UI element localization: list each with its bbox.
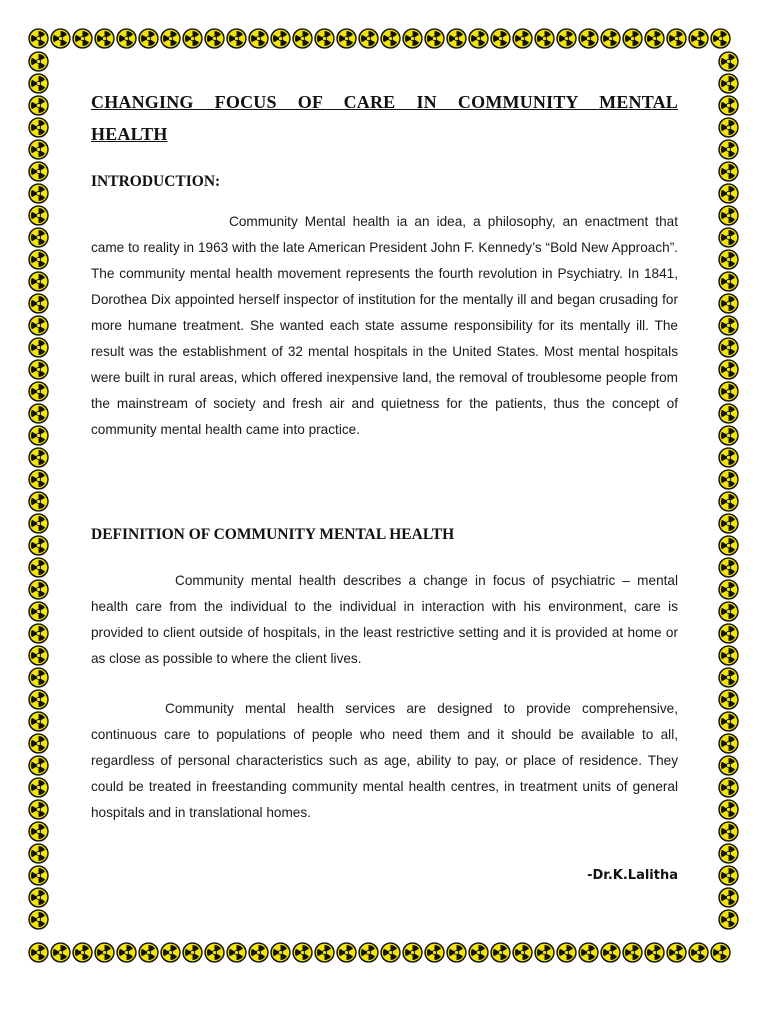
hazard-circle-icon	[94, 28, 115, 49]
hazard-circle-icon	[138, 942, 159, 963]
hazard-circle-icon	[402, 942, 423, 963]
hazard-circle-icon	[182, 942, 203, 963]
hazard-circle-icon	[28, 469, 49, 490]
hazard-circle-icon	[718, 51, 739, 72]
hazard-circle-icon	[28, 51, 49, 72]
hazard-circle-icon	[718, 315, 739, 336]
hazard-circle-icon	[28, 579, 49, 600]
hazard-circle-icon	[710, 28, 731, 49]
hazard-circle-icon	[424, 942, 445, 963]
hazard-circle-icon	[28, 161, 49, 182]
author-signature: -Dr.K.Lalitha	[587, 868, 678, 883]
hazard-circle-icon	[28, 733, 49, 754]
hazard-circle-icon	[718, 227, 739, 248]
hazard-circle-icon	[468, 942, 489, 963]
hazard-circle-icon	[248, 28, 269, 49]
hazard-circle-icon	[718, 381, 739, 402]
hazard-circle-icon	[160, 942, 181, 963]
hazard-circle-icon	[336, 942, 357, 963]
hazard-circle-icon	[94, 942, 115, 963]
hazard-circle-icon	[28, 315, 49, 336]
hazard-circle-icon	[512, 942, 533, 963]
hazard-circle-icon	[490, 28, 511, 49]
hazard-circle-icon	[718, 843, 739, 864]
hazard-circle-icon	[718, 161, 739, 182]
border-bottom	[28, 942, 740, 964]
definition-heading: DEFINITION OF COMMUNITY MENTAL HEALTH	[91, 526, 455, 543]
hazard-circle-icon	[358, 28, 379, 49]
hazard-circle-icon	[600, 942, 621, 963]
hazard-circle-icon	[28, 777, 49, 798]
introduction-paragraph: Community Mental health ia an idea, a philosophy, an enactment that came to reality in 1963 with the late American President John F. Kennedy’s “Bold New Approach”. The community mental health movement represents the fourth revolution in Psychiatry. In 1841, Dorothea Dix appointed herself inspector of institution for the mentally ill and began crusading for more humane treatment. She wanted each state assume responsibility for its mentally ill. The result was the establishment of 32 mental hospitals in the United States. Most mental hospitals were built in rural areas, which offered inexpensive land, the removal of troublesome people from the mainstream of society and fresh air and quietness for the patients, thus the concept of community mental health came into practice.	[91, 214, 678, 437]
hazard-circle-icon	[666, 28, 687, 49]
hazard-circle-icon	[718, 535, 739, 556]
hazard-circle-icon	[622, 942, 643, 963]
hazard-circle-icon	[718, 271, 739, 292]
hazard-circle-icon	[424, 28, 445, 49]
hazard-circle-icon	[28, 557, 49, 578]
hazard-circle-icon	[718, 711, 739, 732]
hazard-circle-icon	[28, 425, 49, 446]
hazard-circle-icon	[600, 28, 621, 49]
hazard-circle-icon	[556, 28, 577, 49]
hazard-circle-icon	[718, 139, 739, 160]
hazard-circle-icon	[28, 73, 49, 94]
hazard-circle-icon	[402, 28, 423, 49]
hazard-circle-icon	[28, 95, 49, 116]
definition-paragraph-2: Community mental health services are designed to provide comprehensive, continuous care to populations of people who need them and it should be available to all, regardless of personal characteristics such as age, ability to pay, or place of residence. They could be treated in freestanding community mental health centres, in treatment units of general hospitals and in translational homes.	[91, 701, 678, 820]
hazard-circle-icon	[28, 645, 49, 666]
hazard-circle-icon	[718, 73, 739, 94]
hazard-circle-icon	[138, 28, 159, 49]
border-top	[28, 28, 740, 50]
hazard-circle-icon	[446, 28, 467, 49]
hazard-circle-icon	[446, 942, 467, 963]
hazard-circle-icon	[28, 942, 49, 963]
hazard-circle-icon	[718, 491, 739, 512]
hazard-circle-icon	[28, 601, 49, 622]
hazard-circle-icon	[116, 942, 137, 963]
hazard-circle-icon	[28, 117, 49, 138]
hazard-circle-icon	[28, 359, 49, 380]
hazard-circle-icon	[248, 942, 269, 963]
hazard-circle-icon	[50, 942, 71, 963]
definition-paragraph-1: Community mental health describes a change in focus of psychiatric – mental health care from the individual to the individual in interaction with his environment, care is provided to client outside of hospitals, in the least restrictive setting and it is provided at home or as close as possible to where the client lives.	[91, 573, 678, 666]
hazard-circle-icon	[534, 28, 555, 49]
hazard-circle-icon	[718, 359, 739, 380]
hazard-circle-icon	[718, 579, 739, 600]
hazard-circle-icon	[204, 942, 225, 963]
hazard-circle-icon	[718, 645, 739, 666]
hazard-circle-icon	[28, 139, 49, 160]
border-left	[28, 51, 50, 941]
hazard-circle-icon	[710, 942, 731, 963]
border-right	[718, 51, 740, 941]
hazard-circle-icon	[718, 425, 739, 446]
hazard-circle-icon	[28, 887, 49, 908]
hazard-circle-icon	[718, 117, 739, 138]
hazard-circle-icon	[718, 821, 739, 842]
hazard-circle-icon	[718, 777, 739, 798]
hazard-circle-icon	[72, 942, 93, 963]
hazard-circle-icon	[28, 403, 49, 424]
hazard-circle-icon	[718, 95, 739, 116]
hazard-circle-icon	[718, 183, 739, 204]
hazard-circle-icon	[270, 942, 291, 963]
hazard-circle-icon	[204, 28, 225, 49]
title-line-1: CHANGING FOCUS OF CARE IN COMMUNITY MENTAL	[91, 92, 678, 112]
hazard-circle-icon	[578, 942, 599, 963]
hazard-circle-icon	[336, 28, 357, 49]
hazard-circle-icon	[28, 799, 49, 820]
hazard-circle-icon	[50, 28, 71, 49]
hazard-circle-icon	[718, 689, 739, 710]
hazard-circle-icon	[688, 28, 709, 49]
hazard-circle-icon	[718, 601, 739, 622]
hazard-circle-icon	[28, 865, 49, 886]
hazard-circle-icon	[718, 887, 739, 908]
hazard-circle-icon	[718, 337, 739, 358]
hazard-circle-icon	[28, 381, 49, 402]
hazard-circle-icon	[314, 942, 335, 963]
hazard-circle-icon	[270, 28, 291, 49]
hazard-circle-icon	[28, 249, 49, 270]
hazard-circle-icon	[182, 28, 203, 49]
introduction-heading: INTRODUCTION:	[91, 173, 221, 190]
hazard-circle-icon	[292, 28, 313, 49]
document-body	[91, 86, 678, 883]
hazard-circle-icon	[644, 28, 665, 49]
hazard-circle-icon	[28, 667, 49, 688]
hazard-circle-icon	[556, 942, 577, 963]
hazard-circle-icon	[666, 942, 687, 963]
hazard-circle-icon	[28, 205, 49, 226]
title-line-2: HEALTH	[91, 124, 168, 144]
hazard-circle-icon	[718, 623, 739, 644]
hazard-circle-icon	[28, 447, 49, 468]
hazard-circle-icon	[28, 909, 49, 930]
hazard-circle-icon	[718, 293, 739, 314]
hazard-circle-icon	[28, 535, 49, 556]
hazard-circle-icon	[718, 205, 739, 226]
hazard-circle-icon	[718, 447, 739, 468]
hazard-circle-icon	[28, 623, 49, 644]
hazard-circle-icon	[226, 942, 247, 963]
hazard-circle-icon	[718, 403, 739, 424]
hazard-circle-icon	[718, 249, 739, 270]
hazard-circle-icon	[718, 733, 739, 754]
hazard-circle-icon	[380, 942, 401, 963]
hazard-circle-icon	[718, 469, 739, 490]
hazard-circle-icon	[226, 28, 247, 49]
hazard-circle-icon	[644, 942, 665, 963]
hazard-circle-icon	[314, 28, 335, 49]
hazard-circle-icon	[718, 755, 739, 776]
hazard-circle-icon	[718, 909, 739, 930]
hazard-circle-icon	[622, 28, 643, 49]
hazard-circle-icon	[718, 557, 739, 578]
hazard-circle-icon	[718, 513, 739, 534]
hazard-circle-icon	[358, 942, 379, 963]
hazard-circle-icon	[28, 293, 49, 314]
hazard-circle-icon	[468, 28, 489, 49]
hazard-circle-icon	[380, 28, 401, 49]
hazard-circle-icon	[160, 28, 181, 49]
hazard-circle-icon	[292, 942, 313, 963]
hazard-circle-icon	[28, 183, 49, 204]
hazard-circle-icon	[688, 942, 709, 963]
hazard-circle-icon	[718, 865, 739, 886]
hazard-circle-icon	[718, 799, 739, 820]
hazard-circle-icon	[28, 843, 49, 864]
hazard-circle-icon	[534, 942, 555, 963]
hazard-circle-icon	[28, 755, 49, 776]
hazard-circle-icon	[72, 28, 93, 49]
hazard-circle-icon	[116, 28, 137, 49]
hazard-circle-icon	[28, 689, 49, 710]
hazard-circle-icon	[28, 337, 49, 358]
document-title	[91, 86, 678, 150]
hazard-circle-icon	[28, 711, 49, 732]
hazard-circle-icon	[28, 28, 49, 49]
hazard-circle-icon	[28, 227, 49, 248]
hazard-circle-icon	[28, 513, 49, 534]
hazard-circle-icon	[28, 491, 49, 512]
hazard-circle-icon	[578, 28, 599, 49]
hazard-circle-icon	[28, 821, 49, 842]
hazard-circle-icon	[28, 271, 49, 292]
hazard-circle-icon	[512, 28, 533, 49]
hazard-circle-icon	[490, 942, 511, 963]
hazard-circle-icon	[718, 667, 739, 688]
